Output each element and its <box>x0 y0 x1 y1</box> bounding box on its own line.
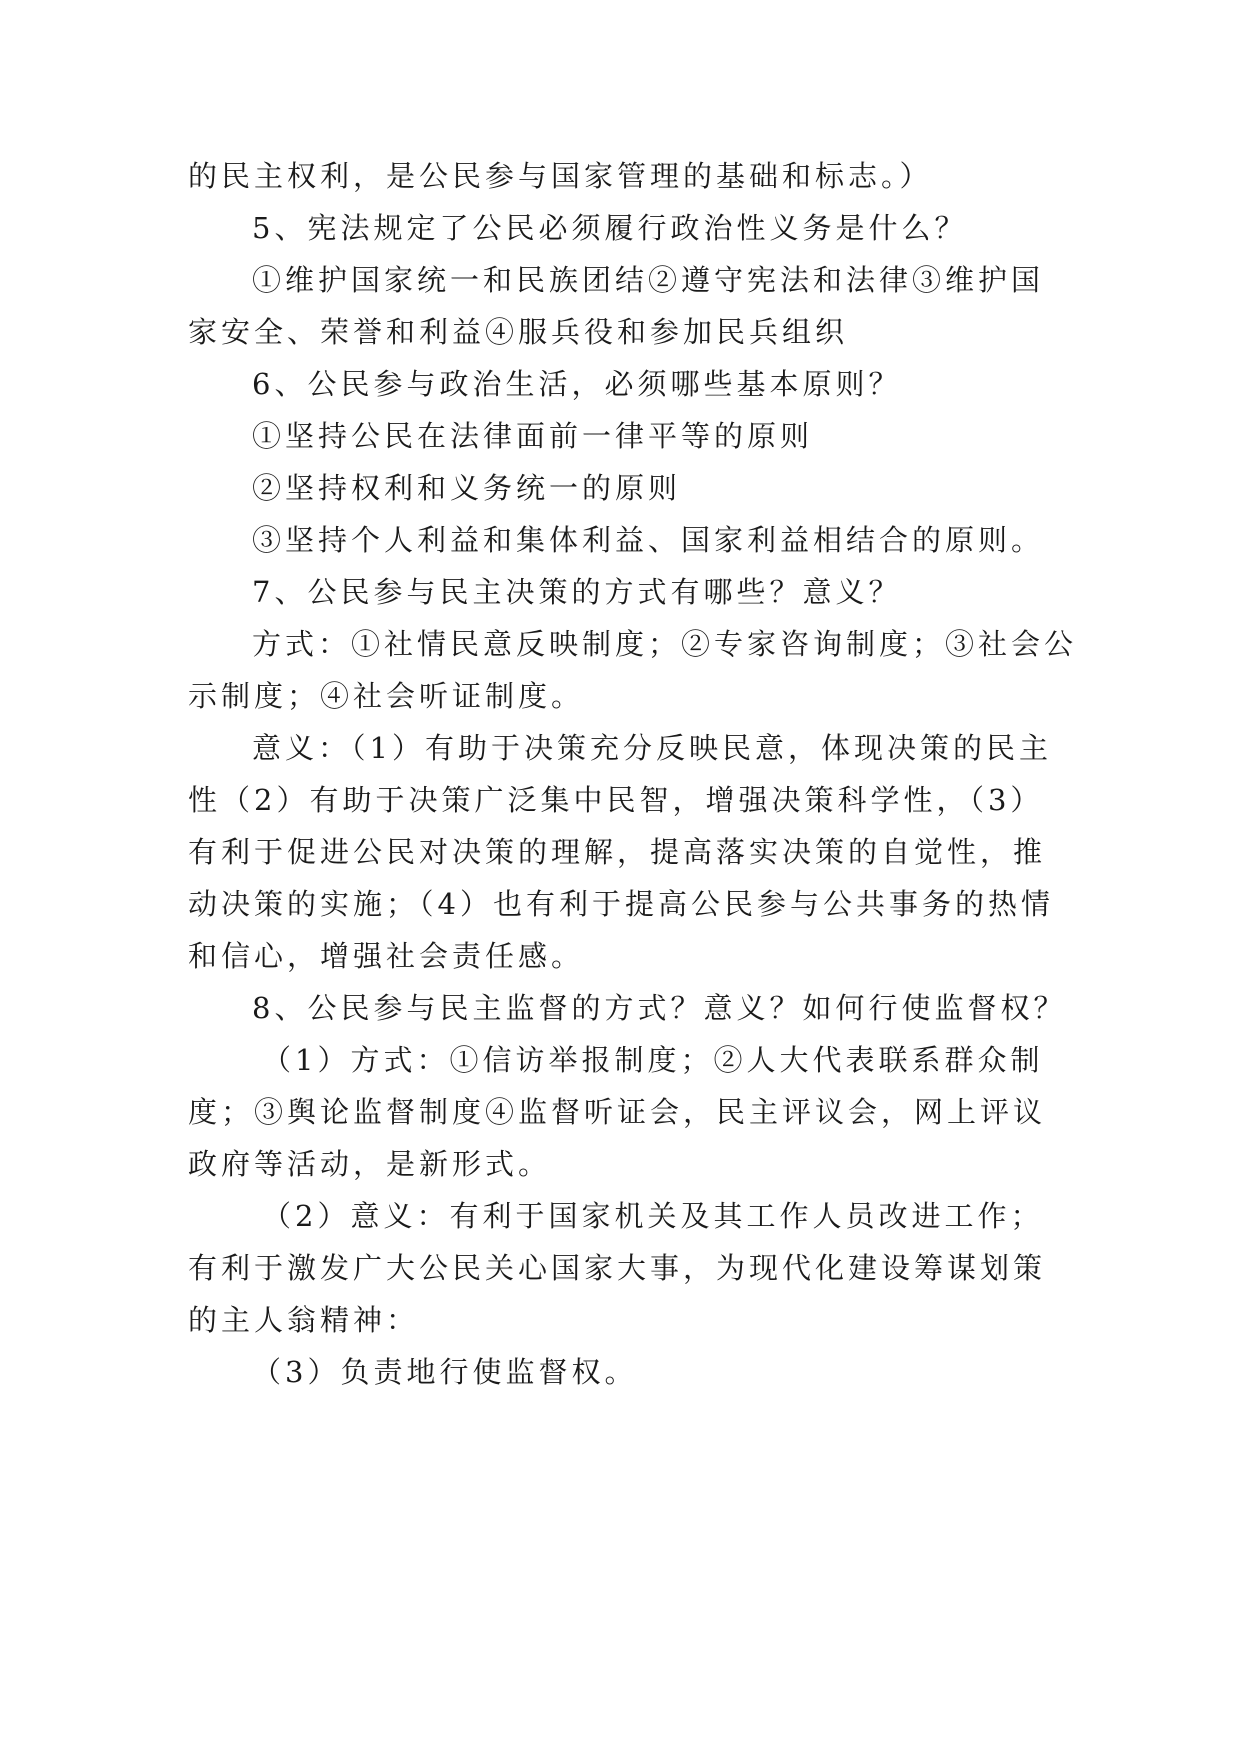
answer-7-methods-line-2: 示制度；④社会听证制度。 <box>188 679 585 713</box>
answer-7-methods-line-1: 方式：①社情民意反映制度；②专家咨询制度；③社会公 <box>252 627 1078 661</box>
answer-5-line-1: ①维护国家统一和民族团结②遵守宪法和法律③维护国 <box>252 263 1045 297</box>
answer-7-significance-line-3: 有利于促进公民对决策的理解，提高落实决策的自觉性，推 <box>188 835 1047 869</box>
answer-8-significance-line-3: 的主人翁精神： <box>188 1303 420 1337</box>
answer-7-significance-line-2: 性（2）有助于决策广泛集中民智，增强决策科学性，（3） <box>188 783 1044 817</box>
answer-6-item-2: ②坚持权利和义务统一的原则 <box>252 471 682 505</box>
answer-8-methods-line-2: 度；③舆论监督制度④监督听证会，民主评议会，网上评议 <box>188 1095 1047 1129</box>
answer-8-methods-line-3: 政府等活动，是新形式。 <box>188 1147 552 1181</box>
question-5-heading: 5、宪法规定了公民必须履行政治性义务是什么？ <box>252 211 968 245</box>
question-8-heading: 8、公民参与民主监督的方式？意义？如何行使监督权？ <box>252 991 1067 1025</box>
answer-5-line-2: 家安全、荣誉和利益④服兵役和参加民兵组织 <box>188 315 849 349</box>
text-line-1: 的民主权利，是公民参与国家管理的基础和标志。） <box>188 159 933 193</box>
answer-8-significance-line-1: （2）意义：有利于国家机关及其工作人员改进工作； <box>262 1199 1044 1233</box>
answer-7-significance-line-5: 和信心，增强社会责任感。 <box>188 939 585 973</box>
answer-7-significance-line-1: 意义：（1）有助于决策充分反映民意，体现决策的民主 <box>252 731 1052 765</box>
answer-8-exercise-right: （3）负责地行使监督权。 <box>252 1355 638 1389</box>
question-6-heading: 6、公民参与政治生活，必须哪些基本原则？ <box>252 367 902 401</box>
answer-7-significance-line-4: 动决策的实施；（4）也有利于提高公民参与公共事务的热情 <box>188 887 1054 921</box>
answer-8-significance-line-2: 有利于激发广大公民关心国家大事，为现代化建设筹谋划策 <box>188 1251 1047 1285</box>
answer-6-item-1: ①坚持公民在法律面前一律平等的原则 <box>252 419 814 453</box>
answer-8-methods-line-1: （1）方式：①信访举报制度；②人大代表联系群众制 <box>262 1043 1044 1077</box>
question-7-heading: 7、公民参与民主决策的方式有哪些？意义？ <box>252 575 902 609</box>
answer-6-item-3: ③坚持个人利益和集体利益、国家利益相结合的原则。 <box>252 523 1045 557</box>
